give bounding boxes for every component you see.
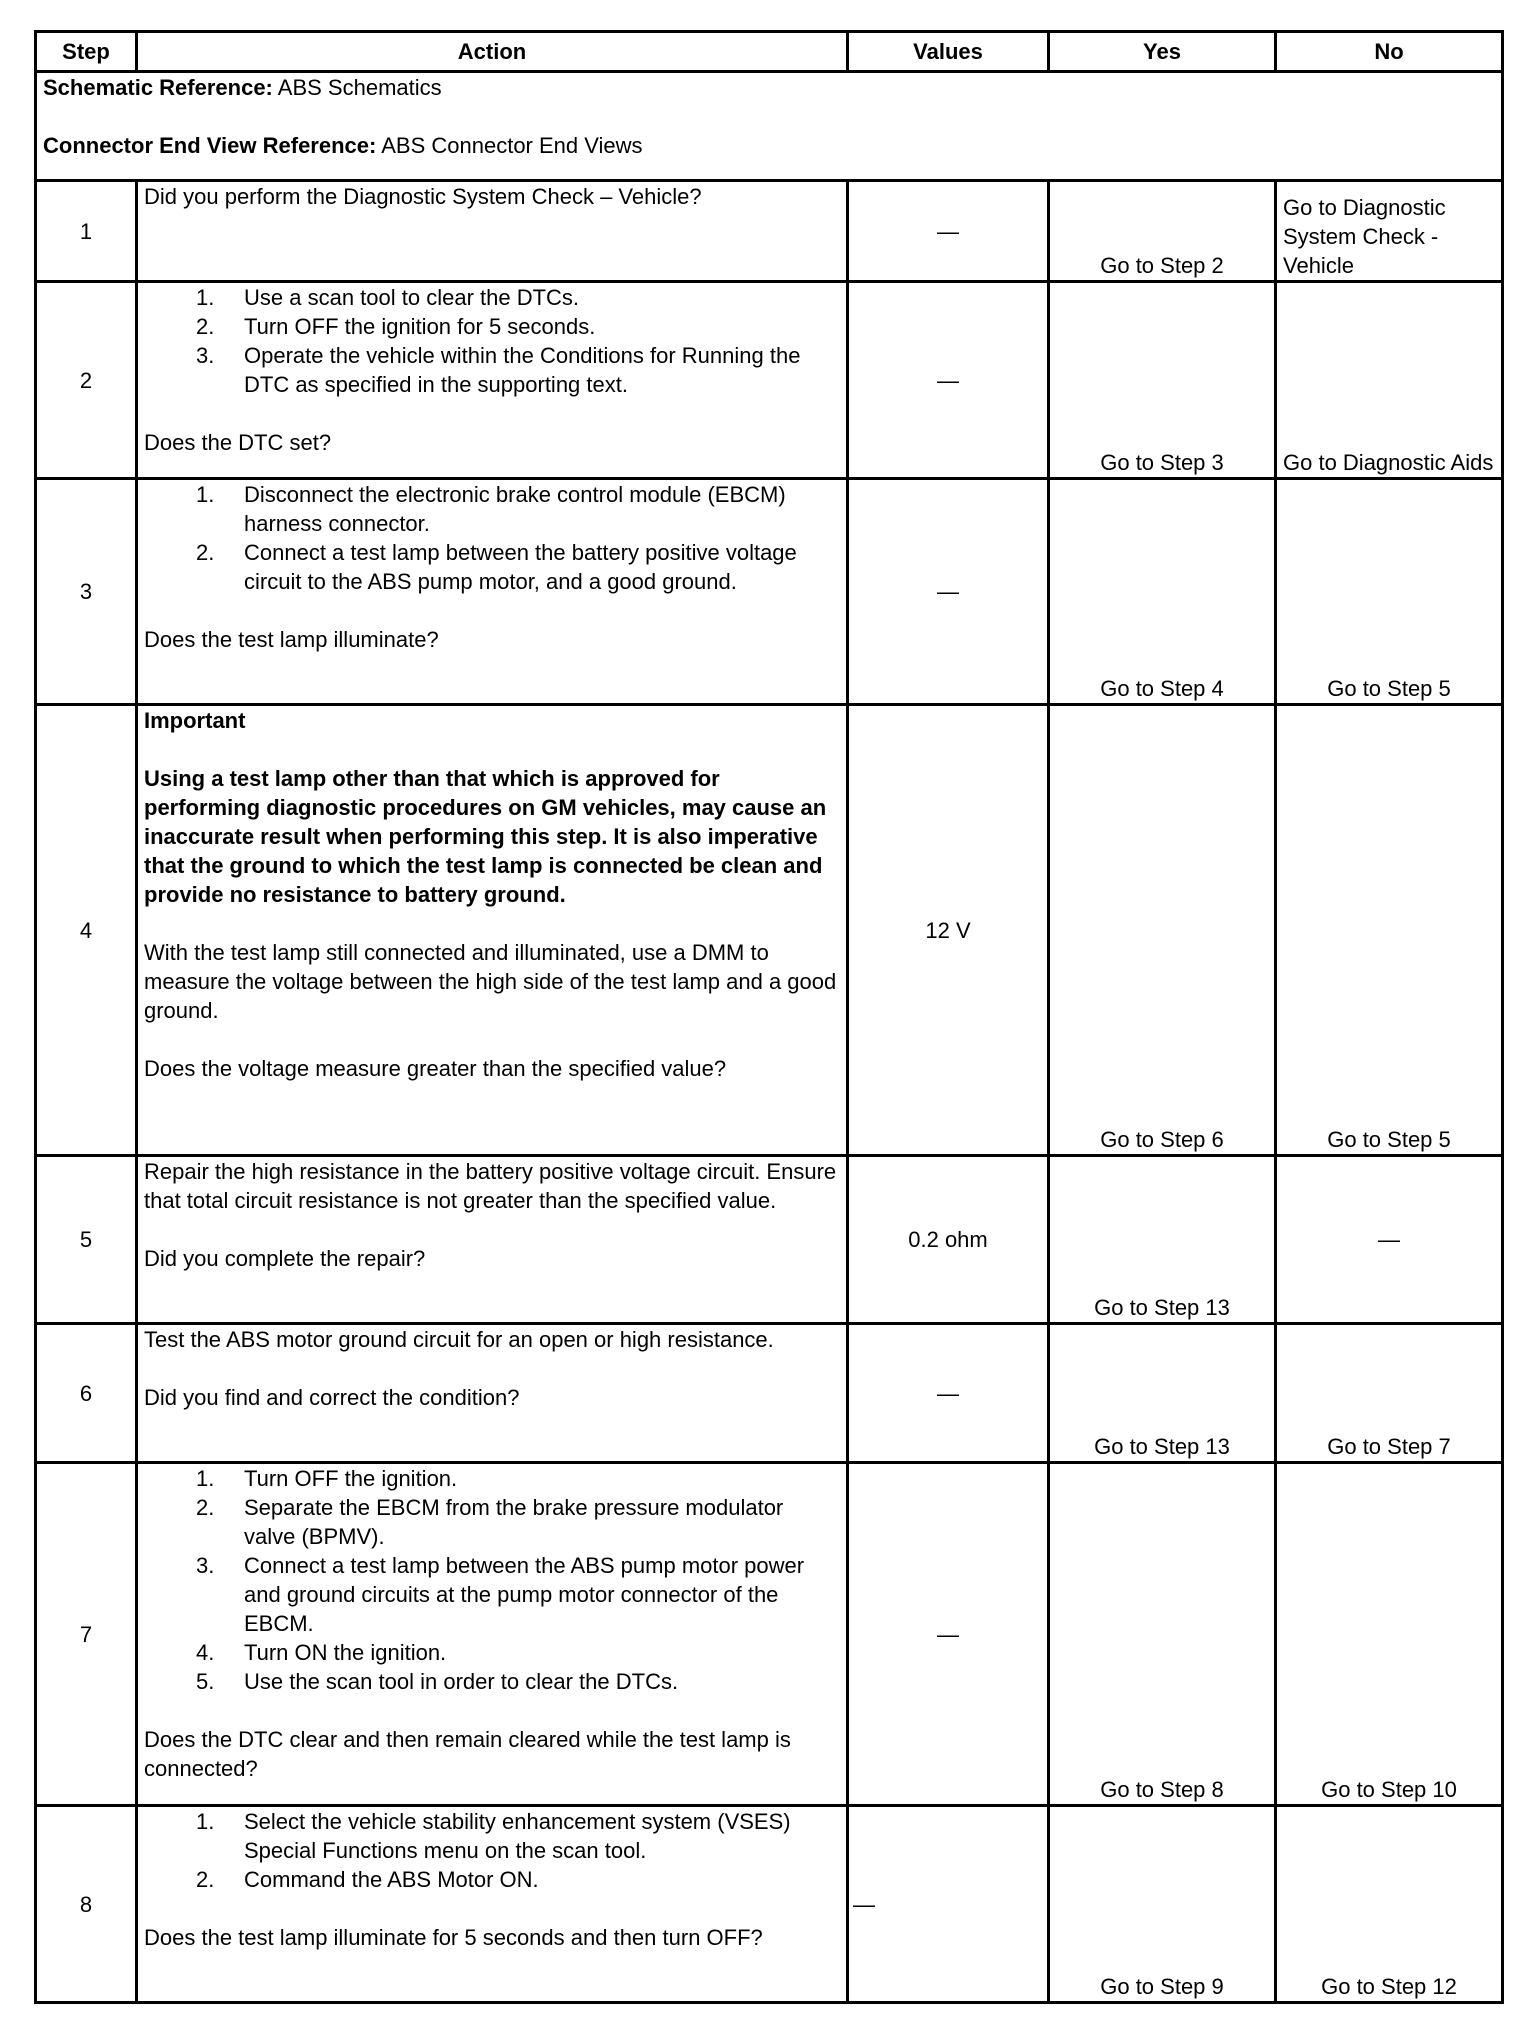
schematic-reference-label: Schematic Reference: bbox=[43, 75, 273, 100]
step-number: 4 bbox=[36, 705, 137, 1156]
list-item: 1. Select the vehicle stability enhancement system (VSES) Special Functions menu on the scan tool. bbox=[196, 1809, 791, 1863]
action-cell bbox=[137, 1324, 848, 1463]
action-text: Test the ABS motor ground circuit for an open or high resistance. bbox=[144, 1327, 774, 1352]
list-item: 1. Use a scan tool to clear the DTCs. bbox=[196, 285, 580, 310]
no-cell[interactable]: Go to Diagnostic System Check - Vehicle bbox=[1276, 181, 1503, 282]
value-cell: — bbox=[848, 1463, 1049, 1806]
no-cell[interactable]: Go to Diagnostic Aids bbox=[1276, 282, 1503, 479]
action-question: Does the DTC set? bbox=[144, 430, 332, 455]
yes-cell[interactable]: Go to Step 4 bbox=[1049, 479, 1276, 705]
no-cell[interactable]: Go to Step 12 bbox=[1276, 1806, 1503, 2003]
yes-cell[interactable]: Go to Step 6 bbox=[1049, 705, 1276, 1156]
diagnostic-table bbox=[34, 30, 1504, 2004]
action-steps bbox=[144, 1807, 840, 1894]
step-number: 7 bbox=[36, 1463, 137, 1806]
connector-reference-label: Connector End View Reference: bbox=[43, 133, 377, 158]
yes-cell[interactable]: Go to Step 9 bbox=[1049, 1806, 1276, 2003]
value-cell: 12 V bbox=[848, 705, 1049, 1156]
reference-cell bbox=[36, 72, 1503, 181]
header-no: No bbox=[1276, 32, 1503, 72]
value-cell: — bbox=[848, 1324, 1049, 1463]
table-row bbox=[36, 181, 1503, 282]
header-step: Step bbox=[36, 32, 137, 72]
yes-cell[interactable]: Go to Step 8 bbox=[1049, 1463, 1276, 1806]
table-row bbox=[36, 282, 1503, 479]
list-item: 2. Turn OFF the ignition for 5 seconds. bbox=[196, 314, 596, 339]
table-row bbox=[36, 1324, 1503, 1463]
value-cell: — bbox=[848, 1806, 1049, 2003]
header-yes: Yes bbox=[1049, 32, 1276, 72]
value-cell: — bbox=[848, 181, 1049, 282]
action-cell bbox=[137, 705, 848, 1156]
action-text: Did you perform the Diagnostic System Check – Vehicle? bbox=[144, 184, 702, 209]
step-number: 2 bbox=[36, 282, 137, 479]
list-item: 2. Connect a test lamp between the battery positive voltage circuit to the ABS pump motor, and a good ground. bbox=[196, 540, 797, 594]
connector-reference-link[interactable]: ABS Connector End Views bbox=[376, 133, 643, 158]
yes-cell[interactable]: Go to Step 13 bbox=[1049, 1324, 1276, 1463]
header-action: Action bbox=[137, 32, 848, 72]
table-row bbox=[36, 705, 1503, 1156]
header-row bbox=[36, 32, 1503, 72]
yes-cell[interactable]: Go to Step 2 bbox=[1049, 181, 1276, 282]
action-question: Did you complete the repair? bbox=[144, 1246, 426, 1271]
no-cell[interactable]: Go to Step 5 bbox=[1276, 479, 1503, 705]
list-item: 1. Turn OFF the ignition. bbox=[196, 1466, 458, 1491]
action-question: Does the test lamp illuminate? bbox=[144, 627, 439, 652]
action-cell bbox=[137, 1156, 848, 1324]
schematic-reference-link[interactable]: ABS Schematics bbox=[272, 75, 442, 100]
important-title: Important bbox=[144, 708, 246, 733]
action-steps bbox=[144, 283, 840, 399]
list-item: 2. Separate the EBCM from the brake pressure modulator valve (BPMV). bbox=[196, 1495, 784, 1549]
important-text: Using a test lamp other than that which is approved for performing diagnostic procedures on GM vehicles, may cause an inaccurate result when performing this step. It is also imperative that the ground to which the test lamp is connected be clean and provide no resistance to battery ground. bbox=[144, 766, 827, 907]
list-item: 5. Use the scan tool in order to clear the DTCs. bbox=[196, 1669, 679, 1694]
table-row bbox=[36, 479, 1503, 705]
no-cell[interactable]: Go to Step 10 bbox=[1276, 1463, 1503, 1806]
action-question: Does the voltage measure greater than the specified value? bbox=[144, 1056, 727, 1081]
reference-row bbox=[36, 72, 1503, 181]
list-item: 2. Command the ABS Motor ON. bbox=[196, 1867, 539, 1892]
header-values: Values bbox=[848, 32, 1049, 72]
action-text: With the test lamp still connected and illuminated, use a DMM to measure the voltage between the high side of the test lamp and a good ground. bbox=[144, 940, 837, 1023]
no-cell: — bbox=[1276, 1156, 1503, 1324]
yes-cell[interactable]: Go to Step 3 bbox=[1049, 282, 1276, 479]
table-row bbox=[36, 1156, 1503, 1324]
value-cell: — bbox=[848, 282, 1049, 479]
action-cell bbox=[137, 1806, 848, 2003]
step-number: 6 bbox=[36, 1324, 137, 1463]
step-number: 1 bbox=[36, 181, 137, 282]
no-cell[interactable]: Go to Step 7 bbox=[1276, 1324, 1503, 1463]
action-question: Does the DTC clear and then remain cleared while the test lamp is connected? bbox=[144, 1727, 791, 1781]
list-item: 1. Disconnect the electronic brake control module (EBCM) harness connector. bbox=[196, 482, 786, 536]
list-item: 4. Turn ON the ignition. bbox=[196, 1640, 447, 1665]
no-cell[interactable]: Go to Step 5 bbox=[1276, 705, 1503, 1156]
table-row bbox=[36, 1806, 1503, 2003]
action-steps bbox=[144, 1464, 840, 1696]
list-item: 3. Connect a test lamp between the ABS pump motor power and ground circuits at the pump motor connector of the EBCM. bbox=[196, 1553, 805, 1636]
step-number: 8 bbox=[36, 1806, 137, 2003]
list-item: 3. Operate the vehicle within the Conditions for Running the DTC as specified in the supporting text. bbox=[196, 343, 801, 397]
value-cell: 0.2 ohm bbox=[848, 1156, 1049, 1324]
yes-cell[interactable]: Go to Step 13 bbox=[1049, 1156, 1276, 1324]
action-text: Repair the high resistance in the battery positive voltage circuit. Ensure that total circuit resistance is not greater than the specified value. bbox=[144, 1159, 837, 1213]
action-cell bbox=[137, 181, 848, 282]
value-cell: — bbox=[848, 479, 1049, 705]
step-number: 3 bbox=[36, 479, 137, 705]
action-cell bbox=[137, 1463, 848, 1806]
action-question: Does the test lamp illuminate for 5 seconds and then turn OFF? bbox=[144, 1925, 763, 1950]
action-steps bbox=[144, 480, 840, 596]
step-number: 5 bbox=[36, 1156, 137, 1324]
action-cell bbox=[137, 282, 848, 479]
table-row bbox=[36, 1463, 1503, 1806]
action-cell bbox=[137, 479, 848, 705]
action-question: Did you find and correct the condition? bbox=[144, 1385, 520, 1410]
